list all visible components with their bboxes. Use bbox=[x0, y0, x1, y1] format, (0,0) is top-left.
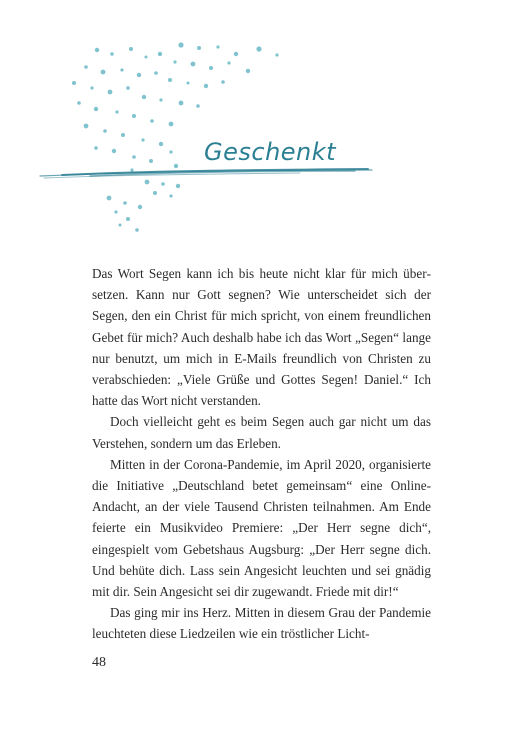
paragraph: Mitten in der Corona-Pandemie, im April 2020, organisierte die Initiative „Deutschland betet gemeinsam“ eine Online-Andacht, an der viele Tausend Christen teilnahmen. Am Ende feierte ein Musikvideo Premiere: „Der Herr segne dich“, eingespielt vom Gebetshaus Augsburg: „Der Herr segne dich. Und behüte dich. Lass sein Angesicht leuchten und sei gnädig mit dir. Sein Angesicht sei dir zugewandt. Friede mit dir!“ bbox=[92, 456, 431, 600]
paragraph: Das Wort Segen kann ich bis heute nicht klar für mich übersetzen. Kann nur Gott segnen? Wie unterscheidet sich der Segen, den ein Christ für mich spricht, von einem freundlichen Gebet für mich? Auch deshalb habe ich das Wort „Segen“ lange nur benutzt, um mich in E-Mails freundlich von Christen zu verabschieden: „Viele Grüße und Gottes Segen! Daniel.“ Ich hatte das Wort nicht verstanden. bbox=[92, 266, 431, 409]
chapter-title: Geschenkt bbox=[204, 138, 337, 166]
paragraph: Doch vielleicht geht es beim Segen auch gar nicht um das Verstehen, sondern um das Erleben. bbox=[92, 414, 431, 451]
decorative-dots-ornament bbox=[0, 0, 521, 250]
page-number: 48 bbox=[92, 655, 106, 670]
paragraph: Das ging mir ins Herz. Mitten in diesem Grau der Pandemie leuchteten diese Liedzeilen wie ein tröstlicher Licht- bbox=[92, 605, 431, 642]
brush-stroke-underline bbox=[40, 169, 372, 178]
body-text bbox=[92, 263, 431, 645]
